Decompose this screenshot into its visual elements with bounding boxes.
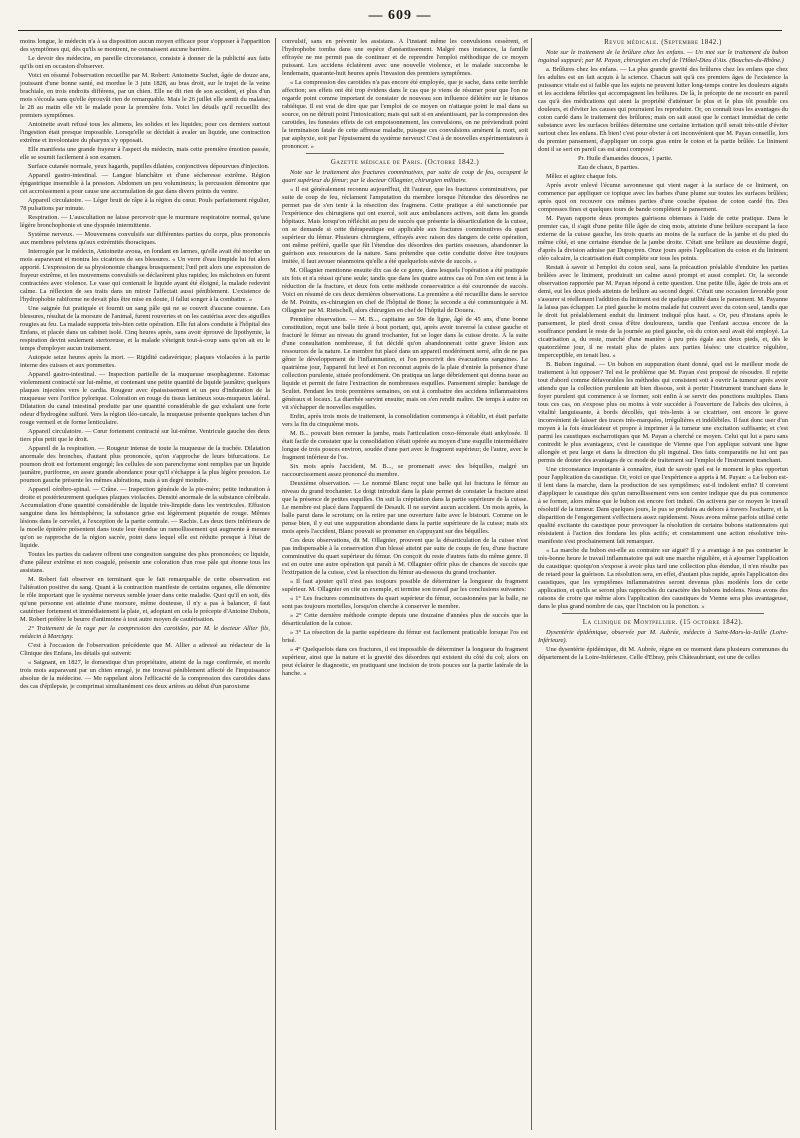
recipe-quantity: 8 parties. [615, 164, 640, 171]
paragraph: Interrogée par le médecin, Antoinette avoua, en fondant en larmes, qu'elle avait été mordue un mois auparavant et montra les cicatrices de ses blessures. « Un verre d'eau limpide lui fut alors apporté. L'expression de sa physionomie changea brusquement; l'œil prit alors une expression de frayeur extrême, et les mouvemens convulsifs se déclarèrent plus rapides; les mâchoires en furent contractées avec violence. Le vase qui contenait le liquide ayant été éloigné, la malade redevint calme. La réflexion de ses traits dans un miroir l'affectait aussi péniblement. L'existence de l'hydrophobie rabiforme ne devait plus être mise en doute, il fallut songer à la combattre. » [20, 248, 270, 303]
paragraph: B. Bubon inguinal. — Un bubon en suppuration étant donné, quel est le meilleur mode de traitement à lui opposer? Tel est le problème que M. Payan s'est proposé de résoudre. Il rejette tout d'abord comme défavorables les méthodes qui consistent soit à ouvrir la tumeur après avoir attendu que la collection purulente ait bien dissous, soit à porter l'instrument tranchant dans le foyer purulent qui commence à se former, soit enfin à se servir des ponctions multiples. Dans tous ces cas, on s'expose plus ou moins à voir succéder à l'ouverture de l'abcès des ulcères, à vitalité languissante, à bords décollés, qui très-lents à se cicatriser, ont encore le grave inconvénient de laisser des traces très-marquées, irrégulières et indélébiles. Il faut donc user d'un moyen à la fois énucléateur et propre à imprimer à la tumeur une excitation suffisante; et c'est parmi les caustiques escharrotiques que M. Payan a cherché ce moyen. Celui qui lui a paru sans contredit le plus avantageux, c'est le caustique de Vienne que l'on applique suivant une ligne allongée et peu large et dans la direction du pli inguinal. Des faits comparatifs ne lui ont pas permis de douter des avantages de ce mode de traitement sur l'emploi de l'instrument tranchant. [538, 361, 788, 464]
section-title: Gazette médicale de Paris. (Octobre 1842.) [330, 158, 480, 166]
paragraph: Ces deux observations, dit M. Ollagnier, prouvent que la désarticulation de la cuisse n'est pas indispensable à la conservation d'un blessé atteint par suite de coups de feu, d'une fracture comminutive du quart supérieur du fémur. On conçoit du reste d'autres faits du même genre. Il est en outre une autre opération qui paraît à M. Ollagnier offrir plus de chances de succès que l'extirpation de la cuisse, c'est la résection du fémur au-dessous du grand trochanter. [282, 537, 528, 576]
paragraph: M. Payan rapporte deux promptes guérisons obtenues à l'aide de cette pratique. Dans le premier cas, il s'agit d'une petite fille âgée de cinq mois, atteinte d'une brûlure occupant la face externe de la cuisse gauche, les trois quarts au moins de la surface de la jambe et du pied du même côté, et une certaine étendue de la jambe droite. C'était une brûlure au deuxième degré, d'après la division admise par Dupuytren. Onze jours après l'application du coton et du liniment oléo calcaire, la cicatrisation était complète sur tous les points. [538, 215, 788, 262]
paragraph: Première observation. — M. B..., capitaine au 59e de ligne, âgé de 45 ans, d'une bonne constitution, reçut une balle tirée à bout portant, qui, après avoir traversé la cuisse gauche et fracturé le fémur au niveau du grand trochanter, fut se loger dans la cuisse droite. À la suite d'une consultation nombreuse, il fut décidé qu'on abandonnerait cette grave lésion aux ressources de la nature. Le membre fut placé dans un appareil modérément serré, afin de ne pas gêner le développement de l'inflammation, et l'on prescrivit des évacuations sanguines. Le quatrième jour, l'appareil fut levé et l'on reconnut auprès de la plaie d'entrée la présence d'une collection purulente, située profondément. On pratiqua un large débridement qui donna issue au liquide et permit de faire l'extraction de nombreuses esquilles. Pansement simple: bandage de Scultet. Pendant les trois premières semaines, on eut à combattre des accidens inflammatoires généraux et locaux. La diarrhée survint ensuite; mais on s'en rendit maître. De temps à autre on vit s'échapper de nouvelles esquilles. [282, 316, 528, 411]
paragraph: » 3° La résection de la partie supérieure du fémur est facilement praticable lorsque l'os est brisé. [282, 629, 528, 644]
section-divider [306, 153, 504, 154]
paragraph: Six mois après l'accident, M. B..., se promenait avec des béquilles, malgré un raccourcissement assez prononcé du membre. [282, 463, 528, 478]
section-title: La clinique de Montpellier. (15 octobre 1842). [582, 618, 744, 626]
paragraph: Respiration. — L'auscultation ne laisse percevoir que le murmure respiratoire normal, qu'une légère bronchophonie et une dyspnée intermittente. [20, 214, 270, 229]
paragraph: Après avoir enlevé l'écume savonneuse qui vient nager à la surface de ce liniment, on commence par appliquer ce topique avec les barbes d'une plume sur toutes les surfaces brûlées; après quoi on recouvre ces mêmes parties d'une couche épaisse de coton cardé fin. Des compresses fines et quelques tours de bande complètent le pansement. [538, 182, 788, 213]
page-number: — 609 — [368, 8, 432, 23]
section-divider [562, 613, 764, 614]
recipe-ingredient: Eau de chaux, [578, 164, 615, 171]
paragraph: C'est à l'occasion de l'observation précédente que M. Allier a adressé au rédacteur de la Clinique des Enfans, les détails qui suivent: [20, 642, 270, 657]
paragraph: Voici en résumé l'observation recueillie par M. Robert: Antoinette Suchet, âgée de douze ans, jouissant d'une bonne santé, est mordue le 3 juin 1828, au bras droit, sur le trajet de la veine brachiale, en trois endroits différens, par un chien. Elle ne dit rien de son accident, et plus d'un mois s'écoula sans qu'elle éprouvât rien de remarquable. Mais le 26 juillet elle sentit du malaise; le 28 au matin elle vit le malade pour la première fois. Voici les détails qu'il recueillit des premiers symptômes. [20, 72, 270, 119]
paragraph: » 2° Cette dernière méthode compte depuis une douzaine d'années plus de succès que la désarticulation de la cuisse. [282, 612, 528, 627]
paragraph: » 4° Quelquefois dans ces fractures, il est impossible de déterminer la longueur du fragment supérieur, ainsi que la nature et la gravité des désordres qui existent du côté du col; alors on peut éclairer le diagnostic, en pratiquant une incision de trois pouces sur la partie latérale de la hanche. » [282, 646, 528, 677]
paragraph: Appareil circulatoire. — Léger bruit de râpe à la région du cœur. Pouls parfaitement régulier, 78 pulsations par minute. [20, 197, 270, 212]
paragraph: « La marche du bubon est-elle au contraire sur aiguë? Il y a avantage à ne pas contrarier le très-bonne heure le travail inflammatoire qui suit une marche régulière, et à ajourner l'application du caustique: quoiqu'on s'expose à avoir plus tard une collection plus étendue, il n'en résulte pas de retard pour la guérison. La résolution sera, en effet, d'autant plus rapide, après l'application des caustiques, que les symptômes inflammatoires seront devenus plus modérés lors de cette application, et qu'ils se seront plus rapprochés du caractère des bubons indolens. Nous avons des raisons de croire que même alors l'application des caustiques de Vienne sera plus avantageuse, dans le plus grand nombre de cas, que l'incision ou la ponction. » [538, 547, 788, 610]
article-heading: 2° Traitement de la rage par la compression des carotides, par M. le docteur Allier fils, médecin à Marcigny. [20, 625, 270, 640]
paragraph: Restait à savoir si l'emploi du coton seul, sans la précaution préalable d'enduire les parties brûlées avec le liniment, produirait un calme aussi prompt et aussi complet. Or, la seconde observation rapportée par M. Payan répond à cette question. Une petite fille, âgée de trois ans et demi, eut les deux pieds atteints de brûlure au second degré. C'était une occasion favorable pour s'assurer si réellement l'addition du liniment est de quelque utilité dans le pansement. M. Payanne la laissa pas échapper. Le pied gauche le moins malade fut couvert avec du coton seul, tandis que le droit fut préalablement enduit du liniment indiqué plus haut. « Or, peu d'instans après le pansement, le pied droit cessa d'être douloureux, tandis que l'enfant accusa encore de la souffrance pendant le reste de la journée au pied gauche, où du coton seul avait été employé. La cicatrisation a, du reste, marché d'une manière à peu près égale aux deux pieds, et, dès le quatorzième jour, il ne restait plus de plaies aux parties lésées: une cicatrice régulière, imperceptible, en tenait lieu. » [538, 264, 788, 359]
article-heading: Dysentérie épidémique, observée par M. Aubrée, médecin à Saint-Mars-la-Jaille (Loire-Inférieure). [538, 629, 788, 644]
paragraph: convulsif, sans en prévenir les assistans. À l'instant même les convulsions cessèrent, et l'hydrophobe tomba dans une espèce d'anéantissement. Malgré mes instances, la famille effrayée ne me permit pas de continuer et de reprendre l'emploi méthodique de ce moyen puissant. Les accidens éclatèrent avec une nouvelle violence, et le malade succomba le lendemain, quarante-huit heures après l'invasion des premiers symptômes. [282, 38, 528, 77]
paragraph: Une saignée fut pratiquée et fournit un sang pâle qui ne se couvrit d'aucune couenne. Les blessures, résultat de la morsure de l'animal, furent rouvertes et on les cautérisa avec des aiguilles rougies au feu. La malade supporta très-bien cette opération. Elle fut alors conduite à l'hôpital des Enfans, et placée dans un cabinet isolé. Cinq heures après, sans avoir éprouvé de lipothymie, la respiration devint seulement stertoreuse, et la malade s'éteignit tout-à-coup sans qu'on ait eu le temps d'employer aucun traitement. [20, 305, 270, 352]
paragraph: Appareil gastro-intestinal. — Inspection partielle de la muqueuse œsophagienne. Estomac violemment contracté sur lui-même, et contenant une petite quantité de liquide jaunâtre; quelques plaques injectées vers le cardia. Rougeur avec épaississement et un peu d'induration de la muqueuse vers l'orifice pylorique. Coloration en rouge du tissus lamineux sous-muqueux latéral. Dilatation du canal intestinal produite par une quantité considérable de gaz exhalant une forte odeur d'hydrogène sulfuré. Vers la région iléo-cæcale, la muqueuse présente quelques taches d'un rouge vermeil et de forme lenticulaire. [20, 371, 270, 426]
paragraph: M. Robert fait observer en terminant que le fait remarquable de cette observation est l'altération positive du sang. Quant à la contraction manifeste de certains organes, elle démontre le rôle important que le système nerveux semble jouer dans cette maladie. Quoi qu'il en soit, dès qu'une personne est atteinte d'une morsure, même douteuse, il n'y a pas à balancer, il faut cautériser fortement et immédiatement la plaie, et, adoptant en cela le précepte d'Antoine Dubois, M. Robert préfère le beurre d'antimoine à tout autre moyen de cautérisation. [20, 576, 270, 623]
recipe-line [578, 164, 788, 172]
recipe-quantity: 1 partie. [651, 155, 673, 162]
paragraph: Autopsie seize heures après la mort. — Rigidité cadavérique; plaques violacées à la partie interne des cuisses et aux pommettes. [20, 354, 270, 369]
paragraph: Appareil circulatoire. — Cœur fortement contracté sur lui-même. Ventricule gauche des deux tiers plus petit que le droit. [20, 428, 270, 443]
article-heading: Note sur le traitement des fractures comminutives, par suite de coup de feu, occupant le quart supérieur du fémur; par le docteur Ollagnier, chirurgien militaire. [282, 169, 528, 184]
column-2 [275, 38, 528, 1130]
paragraph: « La compression des carotides n'a pas encore été employée, que je sache, dans cette terrible affection; ses effets ont été trop évidens dans le cas que je viens de résumer pour que l'on ne regarde point comme important de constater de nouveau son influence délétère sur le tétanos rabiéique. Il est vrai de dire que par l'emploi de ce moyen on n'attaque point le mal dans sa source, on ne détruit point l'intoxication; mais qui sait si en anéantissant, par la compression des carotides, les funestes effets de cet empoisonnement, les convulsions, on ne préviendrait point la terminaison fatale de cette affreuse maladie, puisque ces convulsions amènent la mort, soit par asphyxie, soit par l'épuisement du système nerveux! C'est à de nouvelles expérimentateurs à prononcer. » [282, 79, 528, 150]
paragraph: M. Ollagnier mentionne ensuite dix cas de ce genre, dans lesquels l'opération a été pratiquée six fois et n'a réussi qu'une seule; tandis que dans les quatre autres cas où l'on s'en est tenu à la réduction de la fracture, et deux fois cette méthode conservatrice a été couronnée de succès. Voici en résumé de ces deux dernières observations. La première a été recueillie dans le service de M. Poinits, ex-chirurgien en chef de l'hôpital de Bone; la seconde a été communiquée à M. Ollagnier par M. Rietschell, alors chirurgien en chef de l'hôpital de Douera. [282, 267, 528, 314]
paragraph: M. B... pouvait bien remuer la jambe, mais l'articulation coxo-fémorale était ankylosée. Il était facile de constater que la consolidation s'était opérée au moyen d'une esquille intermédiaire longue de trois pouces environ, soudée d'une part avec le fragment supérieur; de l'autre, avec le fragment inférieur de l'os. [282, 430, 528, 461]
paragraph: moins longue, le médecin n'a à sa disposition aucun moyen efficace pour s'opposer à l'apparition des symptômes qui, dès qu'ils se montrent, ne connaissent aucune barrière. [20, 38, 270, 53]
column-1 [20, 38, 270, 1130]
paragraph: Une circonstance importante à connaître, était de savoir quel est le moment le plus opportun pour l'application du caustique. Or, voici ce que l'expérience a appris à M. Payan: « Le bubon est-il lent dans la marche, dans la production de ses symptômes; est-il indolent enfin? Il convient d'appliquer le caustique dès qu'un ramollissement vers son centre indique que du pus commence à se former, alors même que le bubon est encore fort induré. On activera par ce moyen le travail résolutif de la tumeur. Dans quelques jours, le pus se produira au dehors à travers l'escharre, et la disparition de l'engorgement s'effectuera assez rapidement. Nous avons même parfois utilisé cette qualité excitante du caustique pour provoquer la résolution de certains bubons stationnaires qui résistaient à l'action des fondans les plus actifs; et constamment une action résolutive très-manifeste s'est prochainement fait remarquer. [538, 466, 788, 545]
paragraph: Appareil gastro-intestinal. — Langue blanchâtre et d'une sécheresse extrême. Région épigastrique insensible à la pression. Abdomen un peu volumineux; la percussion démontre que cet accroissement a pour cause une accumulation de gaz dans divers points du ventre. [20, 172, 270, 195]
paragraph: Toutes les parties du cadavre offrent une congestion sanguine des plus prononcées; ce liquide, d'une pâleur extrême et non coagulé, présente une coloration d'un rose pâle qui étonne tous les assistans. [20, 551, 270, 574]
paragraph: « Saignant, en 1827, le domestique d'un propriétaire, atteint de la rage confirmée, et mordu trois mois auparavant par un chien enragé, je me trouvai péniblement affecté de l'impuissance absolue de la médecine. — Me rappelant alors l'efficacité de la compression des carotides dans des cas d'épilepsie, je comprimai simultanément ces deux artères au début d'un paroxisme [20, 659, 270, 690]
section-title: Revue médicale. (Septembre 1842.) [604, 38, 722, 46]
paragraph: Surface cutanée normale, yeux hagards, pupilles dilatées, conjonctives dépourvues d'injection. [28, 163, 270, 170]
column-3 [531, 38, 788, 1130]
paragraph: Elle manifesta une grande frayeur à l'aspect du médecin, mais cette première émotion passée, elle se soumit facilement à son examen. [20, 146, 270, 161]
recipe-instruction: Mêlez et agitez chaque fois. [546, 173, 618, 180]
paragraph: a. Brûlures chez les enfans. — La plus grande gravité des brûlures chez les enfans que chez les adultes est un fait acquis à la science. Chacun sait qu'à ces premiers âges de l'existence la puissance vitale est si faible que les sujets ne peuvent lutter long-temps contre les douleurs aiguës et les accidens fébriles qui accompagnent les brûlures. De là, le précepte de ne recourir en pareil cas qu'à des médications qui aient la propriété d'atténuer le plus et le plus tôt possible ces douleurs, et d'éviter les causes qui pourraient les reproduire. Or, on connaît tous les avantages du coton cardé dans le traitement des brûlures; mais on sait aussi que le contact immédiat de cette substance avec les surfaces brûlées détermine une certaine irritation qu'il serait très-utile d'éviter surtout chez les enfans. Eh bien! c'est pour obvier à cet inconvénient que M. Payan conseille, lors du premier pansement, d'appliquer un corps gras entre le coton et la partie brûlée. Le liniment dont il se sert en pareil cas est ainsi composé: [538, 66, 788, 153]
paragraph: Antoinette avait refusé tous les alimens, les solides et les liquides; pour ces derniers surtout l'ingestion était presque impossible. Lorsqu'elle se décidait à avaler un liquide, une contraction extrême et involontaire du pharynx s'y opposait. [20, 121, 270, 144]
paragraph: Appareil cérébro-spinal. — Crâne. — Inspection générale de la pie-mère; petite induration à droite et postérieurement quelques plaques violacées. Densité anormale de la substance cérébrale. Accumulation d'une quantité considérable de liquide très-limpide dans les ventricules. Effusion sanguine dans les hémisphères; la substance grise est légèrement piquetée de rouge. Mêmes lésions dans le cervelet, à l'exception de la partie centrale. — Rachis. Les deux tiers inférieurs de la moelle épinière présentent dans toute leur étendue un ramollissement qui augmente à mesure qu'on se rapproche de la région sacrée, point dans lequel elle est réduite presque à l'état de liquide. [20, 486, 270, 549]
paragraph: Deuxième observation. — Le nommé Blanc reçut une balle qui lui fractura le fémur au niveau du grand trochanter. Le doigt introduit dans la plaie permet de constater la fracture ainsi que la présence de petites esquilles. On suit la crépitation dans la partie supérieure de la cuisse. Le membre est placé dans l'appareil de Desault. Il ne survint aucun accident. Un mois après, la balle parut dans le scrotum; on la retire par une ouverture faite avec le bistouri. Comme on le pense bien, il y eut une suppuration abondante dans la partie supérieure de la cuisse; mais six mois après l'accident, Blanc pouvait se promener en s'appuyant sur des béquilles. [282, 480, 528, 535]
article-heading: Note sur le traitement de la brûlure chez les enfans. — Un mot sur le traitement du bubon inguinal suppuré; par M. Payan, chirurgien en chef de l'Hôtel-Dieu d'Aix. (Bouches-du-Rhône.) [538, 49, 788, 64]
paragraph: Une dysentérie épidémique, dit M. Aubrée, règne en ce moment dans plusieurs communes du département de la Loire-Inférieure. Celle d'Ebray, près Châteaubriant, est une de celles [538, 646, 788, 661]
paragraph: Appareil de la respiration. — Rougeur intense de toute la muqueuse de la trachée. Dilatation anormale des bronches, d'autant plus prononcée, qu'on s'approche de leurs bifurcations. Le poumon droit est fortement engorgé; les cellules de son parenchyme sont remplies par un liquide jaunâtre, puriforme, en assez grande abondance pour qu'il s'échappe à la plus légère pression. Le poumon gauche présente les mêmes altérations, mais à un degré moindre. [20, 445, 270, 484]
paragraph: Le devoir des médecins, en pareille circonstance, consiste à donner de la publicité aux faits qu'ils ont en occasion d'observer. [20, 55, 270, 70]
paragraph: Système nerveux. — Mouvemens convulsifs sur différentes parties du corps, plus prononcés aux membres pelviens qu'aux extrémités thoraciques. [20, 231, 270, 246]
header-rule [18, 30, 782, 31]
paragraph: « Il est généralement reconnu aujourd'hui, dit l'auteur, que les fractures comminutives, par suite de coup de feu, réclament l'amputation du membre lorsque l'étendue des désordres ne permet pas de s'en tenir à la résection des fragmens. Cette pratique a été sanctionnée par l'expérience des chirurgiens qui ont exercé, soit aux ambulances actives, soit dans les grands hôpitaux. Mais lorsqu'on réfléchit au peu de succès que présente la désarticulation de la cuisse, on se demande si cette thérapeutique est applicable aux fractures comminutives du quart supérieur du fémur. Plusieurs chirurgiens, effrayés avec raison des dangers de cette opération, ont même préféré, quelle que fût l'étendue des désordres des parties osseuses, abandonner la guérison aux ressources de la nature. Sans prétendre que cette conduite doive être toujours imitée, il faut avouer néanmoins qu'elle a été quelquefois suivie de succès. » [282, 186, 528, 265]
recipe-line [578, 155, 788, 163]
recipe-ingredient: Pr. Huile d'amandes douces, [578, 155, 650, 162]
paragraph: Enfin, après trois mois de traitement, la consolidation commença à s'établir, et était parfaite vers la fin du cinquième mois. [282, 413, 528, 428]
paragraph: « 1° Les fractures comminutives du quart supérieur du fémur, occasionnées par la balle, ne sont pas toujours mortelles, lorsqu'on cherche à conserver le membre. [282, 595, 528, 610]
paragraph: « Il faut ajouter qu'il n'est pas toujours possible de déterminer la longueur du fragment supérieur. M. Ollagnier en cite un exemple, et termine son travail par les conclusions suivantes: [282, 578, 528, 593]
